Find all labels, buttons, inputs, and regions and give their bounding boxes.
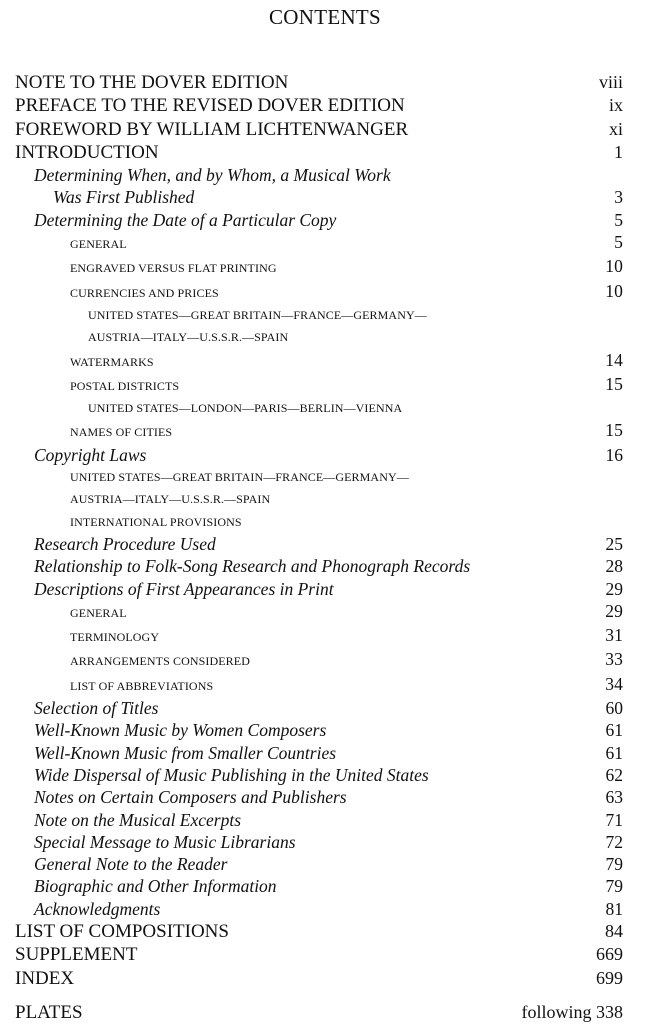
toc-entry-title: ENGRAVED VERSUS FLAT PRINTING <box>70 261 277 276</box>
toc-entry-title: LIST OF COMPOSITIONS <box>15 920 229 942</box>
toc-entry <box>15 967 623 990</box>
toc-entry-title: Research Procedure Used <box>34 533 216 554</box>
section-gap <box>15 990 623 1001</box>
toc-entry <box>15 141 623 164</box>
toc-entry <box>15 304 623 326</box>
toc-entry <box>15 898 623 920</box>
toc-entry-title: Was First Published <box>53 187 195 208</box>
toc-entry <box>15 209 623 231</box>
toc-entry-page: 72 <box>605 831 623 852</box>
toc-entry <box>15 831 623 853</box>
toc-entry <box>15 511 623 533</box>
toc-entry <box>15 943 623 966</box>
toc-entry-title: UNITED STATES—GREAT BRITAIN—FRANCE—GERMANY— <box>70 470 409 485</box>
toc-entry-page: 10 <box>605 256 623 277</box>
toc-entry-title: INDEX <box>15 967 75 989</box>
toc-entry-title: AUSTRIA—ITALY—U.S.S.R.—SPAIN <box>88 330 289 345</box>
toc-entry-title: PREFACE TO THE REVISED DOVER EDITION <box>15 95 405 117</box>
toc-entry-title: Special Message to Music Librarians <box>34 831 296 852</box>
toc-entry <box>15 764 623 786</box>
toc-entry-title: INTERNATIONAL PROVISIONS <box>70 514 242 529</box>
toc-entry-title: CURRENCIES AND PRICES <box>70 285 219 300</box>
toc-entry-title: Notes on Certain Composers and Publishers <box>34 787 347 808</box>
toc-entry-page: xi <box>608 118 623 139</box>
toc-entry-page: 34 <box>605 673 623 694</box>
toc-entry-title: UNITED STATES—GREAT BRITAIN—FRANCE—GERMANY— <box>88 307 427 322</box>
toc-entry-title: NAMES OF CITIES <box>70 425 173 440</box>
toc-entry-title: Wide Dispersal of Music Publishing in the United States <box>34 764 429 785</box>
toc-entry-page: 5 <box>614 232 623 253</box>
toc-entry <box>15 349 623 373</box>
toc-entry <box>15 164 623 186</box>
toc-entry-title: Determining When, and by Whom, a Musical Work <box>34 165 391 186</box>
toc-entry <box>15 673 623 697</box>
toc-entry-page: 81 <box>605 898 623 919</box>
toc-entry-page: 62 <box>605 764 623 785</box>
toc-entry <box>15 786 623 808</box>
toc-entry <box>15 624 623 648</box>
toc-entry <box>15 648 623 672</box>
toc-entry-page: 5 <box>614 209 623 230</box>
toc-entry <box>15 920 623 943</box>
toc-entry-title: Biographic and Other Information <box>34 876 277 897</box>
toc-entry-page: following 338 <box>521 1001 623 1022</box>
toc-entry-page: 15 <box>605 420 623 441</box>
toc-entry <box>15 578 623 600</box>
toc-entry-page: 71 <box>605 809 623 830</box>
toc-entry-page: 61 <box>605 742 623 763</box>
toc-entry-title: Acknowledgments <box>34 898 161 919</box>
toc-entry-title: POSTAL DISTRICTS <box>70 378 180 393</box>
toc-entry-page: 33 <box>605 649 623 670</box>
toc-entry-page: 29 <box>605 600 623 621</box>
toc-entry <box>15 231 623 255</box>
toc-entry-title: Selection of Titles <box>34 698 159 719</box>
toc-entry <box>15 71 623 94</box>
toc-entry-title: INTRODUCTION <box>15 141 159 163</box>
toc-entry-title: LIST OF ABBREVIATIONS <box>70 678 214 693</box>
toc-entry-page: 84 <box>605 920 623 941</box>
toc-entry-title: Well-Known Music from Smaller Countries <box>34 742 337 763</box>
toc-entry-page: 10 <box>605 280 623 301</box>
toc-entry-title: Descriptions of First Appearances in Print <box>34 578 334 599</box>
toc-entry-title: SUPPLEMENT <box>15 944 138 966</box>
toc-entry <box>15 533 623 555</box>
toc-entry-page: 79 <box>605 876 623 897</box>
toc-entry <box>15 444 623 466</box>
toc-entry-title: PLATES <box>15 1001 83 1023</box>
toc-entry-page: 3 <box>614 187 623 208</box>
toc-entry <box>15 118 623 141</box>
toc-entry-page: 29 <box>605 578 623 599</box>
toc-entry <box>15 466 623 488</box>
toc-entry-page: 14 <box>605 349 623 370</box>
toc-entry <box>15 280 623 304</box>
toc-entry-page: 669 <box>596 944 623 965</box>
toc-entry-page: 1 <box>614 141 623 162</box>
toc-entry-page: 31 <box>605 625 623 646</box>
toc-entry-title: General Note to the Reader <box>34 854 228 875</box>
toc-entry <box>15 809 623 831</box>
toc-entry-title: FOREWORD BY WILLIAM LICHTENWANGER <box>15 118 409 140</box>
toc-entry <box>15 875 623 897</box>
toc-entry-page: 699 <box>596 967 623 988</box>
toc-entry <box>15 697 623 719</box>
toc-entry-page: 61 <box>605 720 623 741</box>
toc-entry-title: Copyright Laws <box>34 444 147 465</box>
toc-entry-title: ARRANGEMENTS CONSIDERED <box>70 654 250 669</box>
toc-entry <box>15 419 623 443</box>
toc-entry <box>15 186 623 208</box>
toc-entry <box>15 326 623 348</box>
toc-entry-title: GENERAL <box>70 237 127 252</box>
toc-entry <box>15 488 623 510</box>
toc-entry-page: 15 <box>605 373 623 394</box>
toc-entry <box>15 600 623 624</box>
toc-entry-page: 28 <box>605 556 623 577</box>
toc-entry-title: Well-Known Music by Women Composers <box>34 720 327 741</box>
toc-entry-page: viii <box>598 72 623 92</box>
toc-entry <box>15 373 623 397</box>
toc-entry <box>15 719 623 741</box>
toc-entry-title: Note on the Musical Excerpts <box>34 809 242 830</box>
toc-entry <box>15 397 623 419</box>
toc-entry <box>15 742 623 764</box>
toc-entry-page: 63 <box>605 787 623 808</box>
toc-entry-title: TERMINOLOGY <box>70 630 160 645</box>
toc-entry-page: 16 <box>605 444 623 465</box>
toc-entry <box>15 555 623 577</box>
toc-entry-title: Relationship to Folk-Song Research and Phonograph Records <box>34 556 471 577</box>
toc-entry-page: ix <box>608 95 623 116</box>
toc-entry <box>15 94 623 117</box>
toc-entry-title: GENERAL <box>70 605 127 620</box>
toc-entry-page: 60 <box>605 698 623 719</box>
toc-entry-title: AUSTRIA—ITALY—U.S.S.R.—SPAIN <box>70 492 271 507</box>
toc-entry-title: WATERMARKS <box>70 354 154 369</box>
toc-entry-title: UNITED STATES—LONDON—PARIS—BERLIN—VIENNA <box>88 401 403 416</box>
toc-entry-title: NOTE TO THE DOVER EDITION <box>15 72 289 93</box>
toc-entry-page: 79 <box>605 854 623 875</box>
toc-entry <box>15 1001 623 1024</box>
toc-entry-page: 25 <box>605 533 623 554</box>
toc-entry <box>15 255 623 279</box>
page-title: CONTENTS <box>268 5 382 29</box>
table-of-contents <box>15 71 623 1024</box>
toc-entry <box>15 853 623 875</box>
toc-entry-title: Determining the Date of a Particular Copy <box>34 209 337 230</box>
